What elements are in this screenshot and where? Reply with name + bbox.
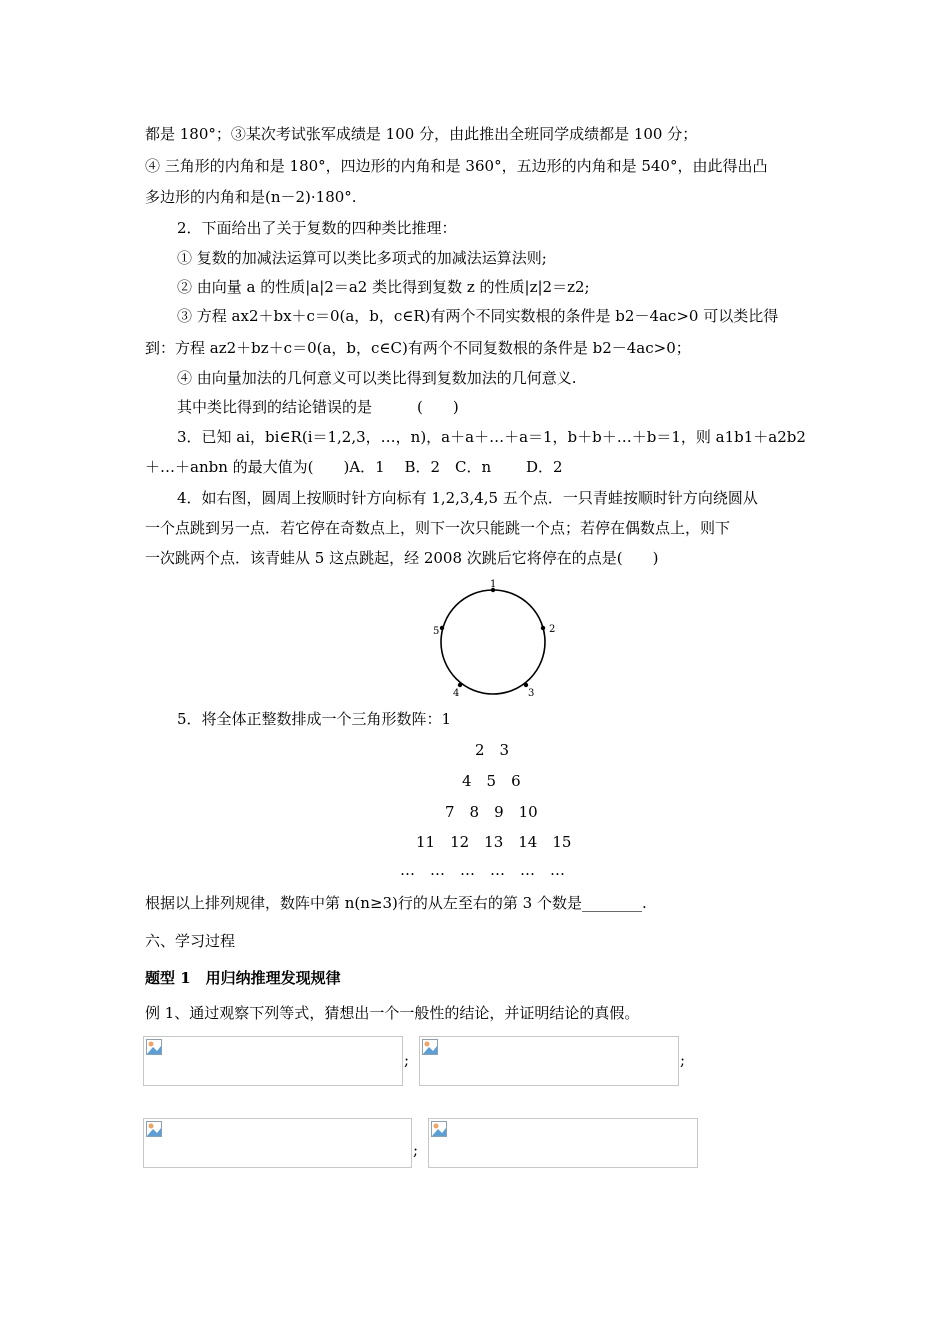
text-line: ＋…＋anbn 的最大值为( )A．1 B．2 C．n D．2 <box>145 458 563 476</box>
topic-heading: 题型 1 用归纳推理发现规律 <box>145 969 341 987</box>
triangle-row: 2 3 <box>475 741 510 759</box>
triangle-row: 4 5 6 <box>462 772 521 790</box>
text-line: ④ 由向量加法的几何意义可以类比得到复数加法的几何意义. <box>177 369 577 387</box>
question-4: 4．如右图，圆周上按顺时针方向标有 1,2,3,4,5 五个点．一只青蛙按顺时针方向绕圆从 <box>177 489 758 507</box>
question-3: 3．已知 ai，bi∈R(i＝1,2,3，…，n)，a＋a＋…＋a＝1，b＋b＋…＋b＝1，则 a1b1＋a2b2 <box>177 428 806 446</box>
separator: ; <box>680 1051 686 1069</box>
question-2: 2．下面给出了关于复数的四种类比推理： <box>177 219 457 237</box>
text-line: 到：方程 az2＋bz＋c＝0(a，b，c∈C)有两个不同复数根的条件是 b2－4ac>0； <box>145 339 691 357</box>
point-4 <box>458 683 462 687</box>
separator: ; <box>404 1051 410 1069</box>
text-line: 都是 180°；③某次考试张军成绩是 100 分，由此推出全班同学成绩都是 100 分； <box>145 125 698 143</box>
image-placeholder <box>143 1036 403 1086</box>
label-1: 1 <box>490 579 497 590</box>
image-placeholder <box>143 1118 412 1168</box>
section-heading: 六、学习过程 <box>145 932 236 950</box>
triangle-row: 7 8 9 10 <box>445 803 538 821</box>
broken-image-icon <box>146 1039 162 1055</box>
text-line: ① 复数的加减法运算可以类比多项式的加减法运算法则; <box>177 249 547 267</box>
broken-image-icon <box>422 1039 438 1055</box>
point-2 <box>541 626 545 630</box>
label-2: 2 <box>549 624 556 635</box>
text-line: ② 由向量 a 的性质|a|2＝a2 类比得到复数 z 的性质|z|2＝z2; <box>177 278 590 296</box>
broken-image-icon <box>431 1121 447 1137</box>
point-5 <box>440 626 444 630</box>
image-placeholder <box>419 1036 679 1086</box>
text-line: 一个点跳到另一点．若它停在奇数点上，则下一次只能跳一个点；若停在偶数点上，则下 <box>145 519 731 537</box>
triangle-row: … … … … … … <box>400 861 566 879</box>
label-5: 5 <box>433 626 440 637</box>
separator: ; <box>413 1141 419 1159</box>
example-1: 例 1、通过观察下列等式，猜想出一个一般性的结论，并证明结论的真假。 <box>145 1004 640 1022</box>
label-4: 4 <box>453 688 460 699</box>
question-5: 5．将全体正整数排成一个三角形数阵：1 <box>177 710 452 728</box>
text-line: 一次跳两个点．该青蛙从 5 这点跳起，经 2008 次跳后它将停在的点是( ) <box>145 549 659 567</box>
circle <box>441 590 545 694</box>
image-placeholder <box>428 1118 698 1168</box>
text-line: ④ 三角形的内角和是 180°，四边形的内角和是 360°，五边形的内角和是 540°，由此得出凸 <box>145 157 768 175</box>
point-3 <box>524 683 528 687</box>
circle-diagram <box>425 578 561 702</box>
text-line: ③ 方程 ax2＋bx＋c＝0(a，b，c∈R)有两个不同实数根的条件是 b2－4ac>0 可以类比得 <box>177 307 779 325</box>
broken-image-icon <box>146 1121 162 1137</box>
text-line: 其中类比得到的结论错误的是 ( ) <box>177 398 459 416</box>
triangle-row: 11 12 13 14 15 <box>416 833 572 851</box>
text-line: 根据以上排列规律，数阵中第 n(n≥3)行的从左至右的第 3 个数是________. <box>145 894 647 912</box>
text-line: 多边形的内角和是(n－2)·180°. <box>145 188 357 206</box>
label-3: 3 <box>528 688 535 699</box>
